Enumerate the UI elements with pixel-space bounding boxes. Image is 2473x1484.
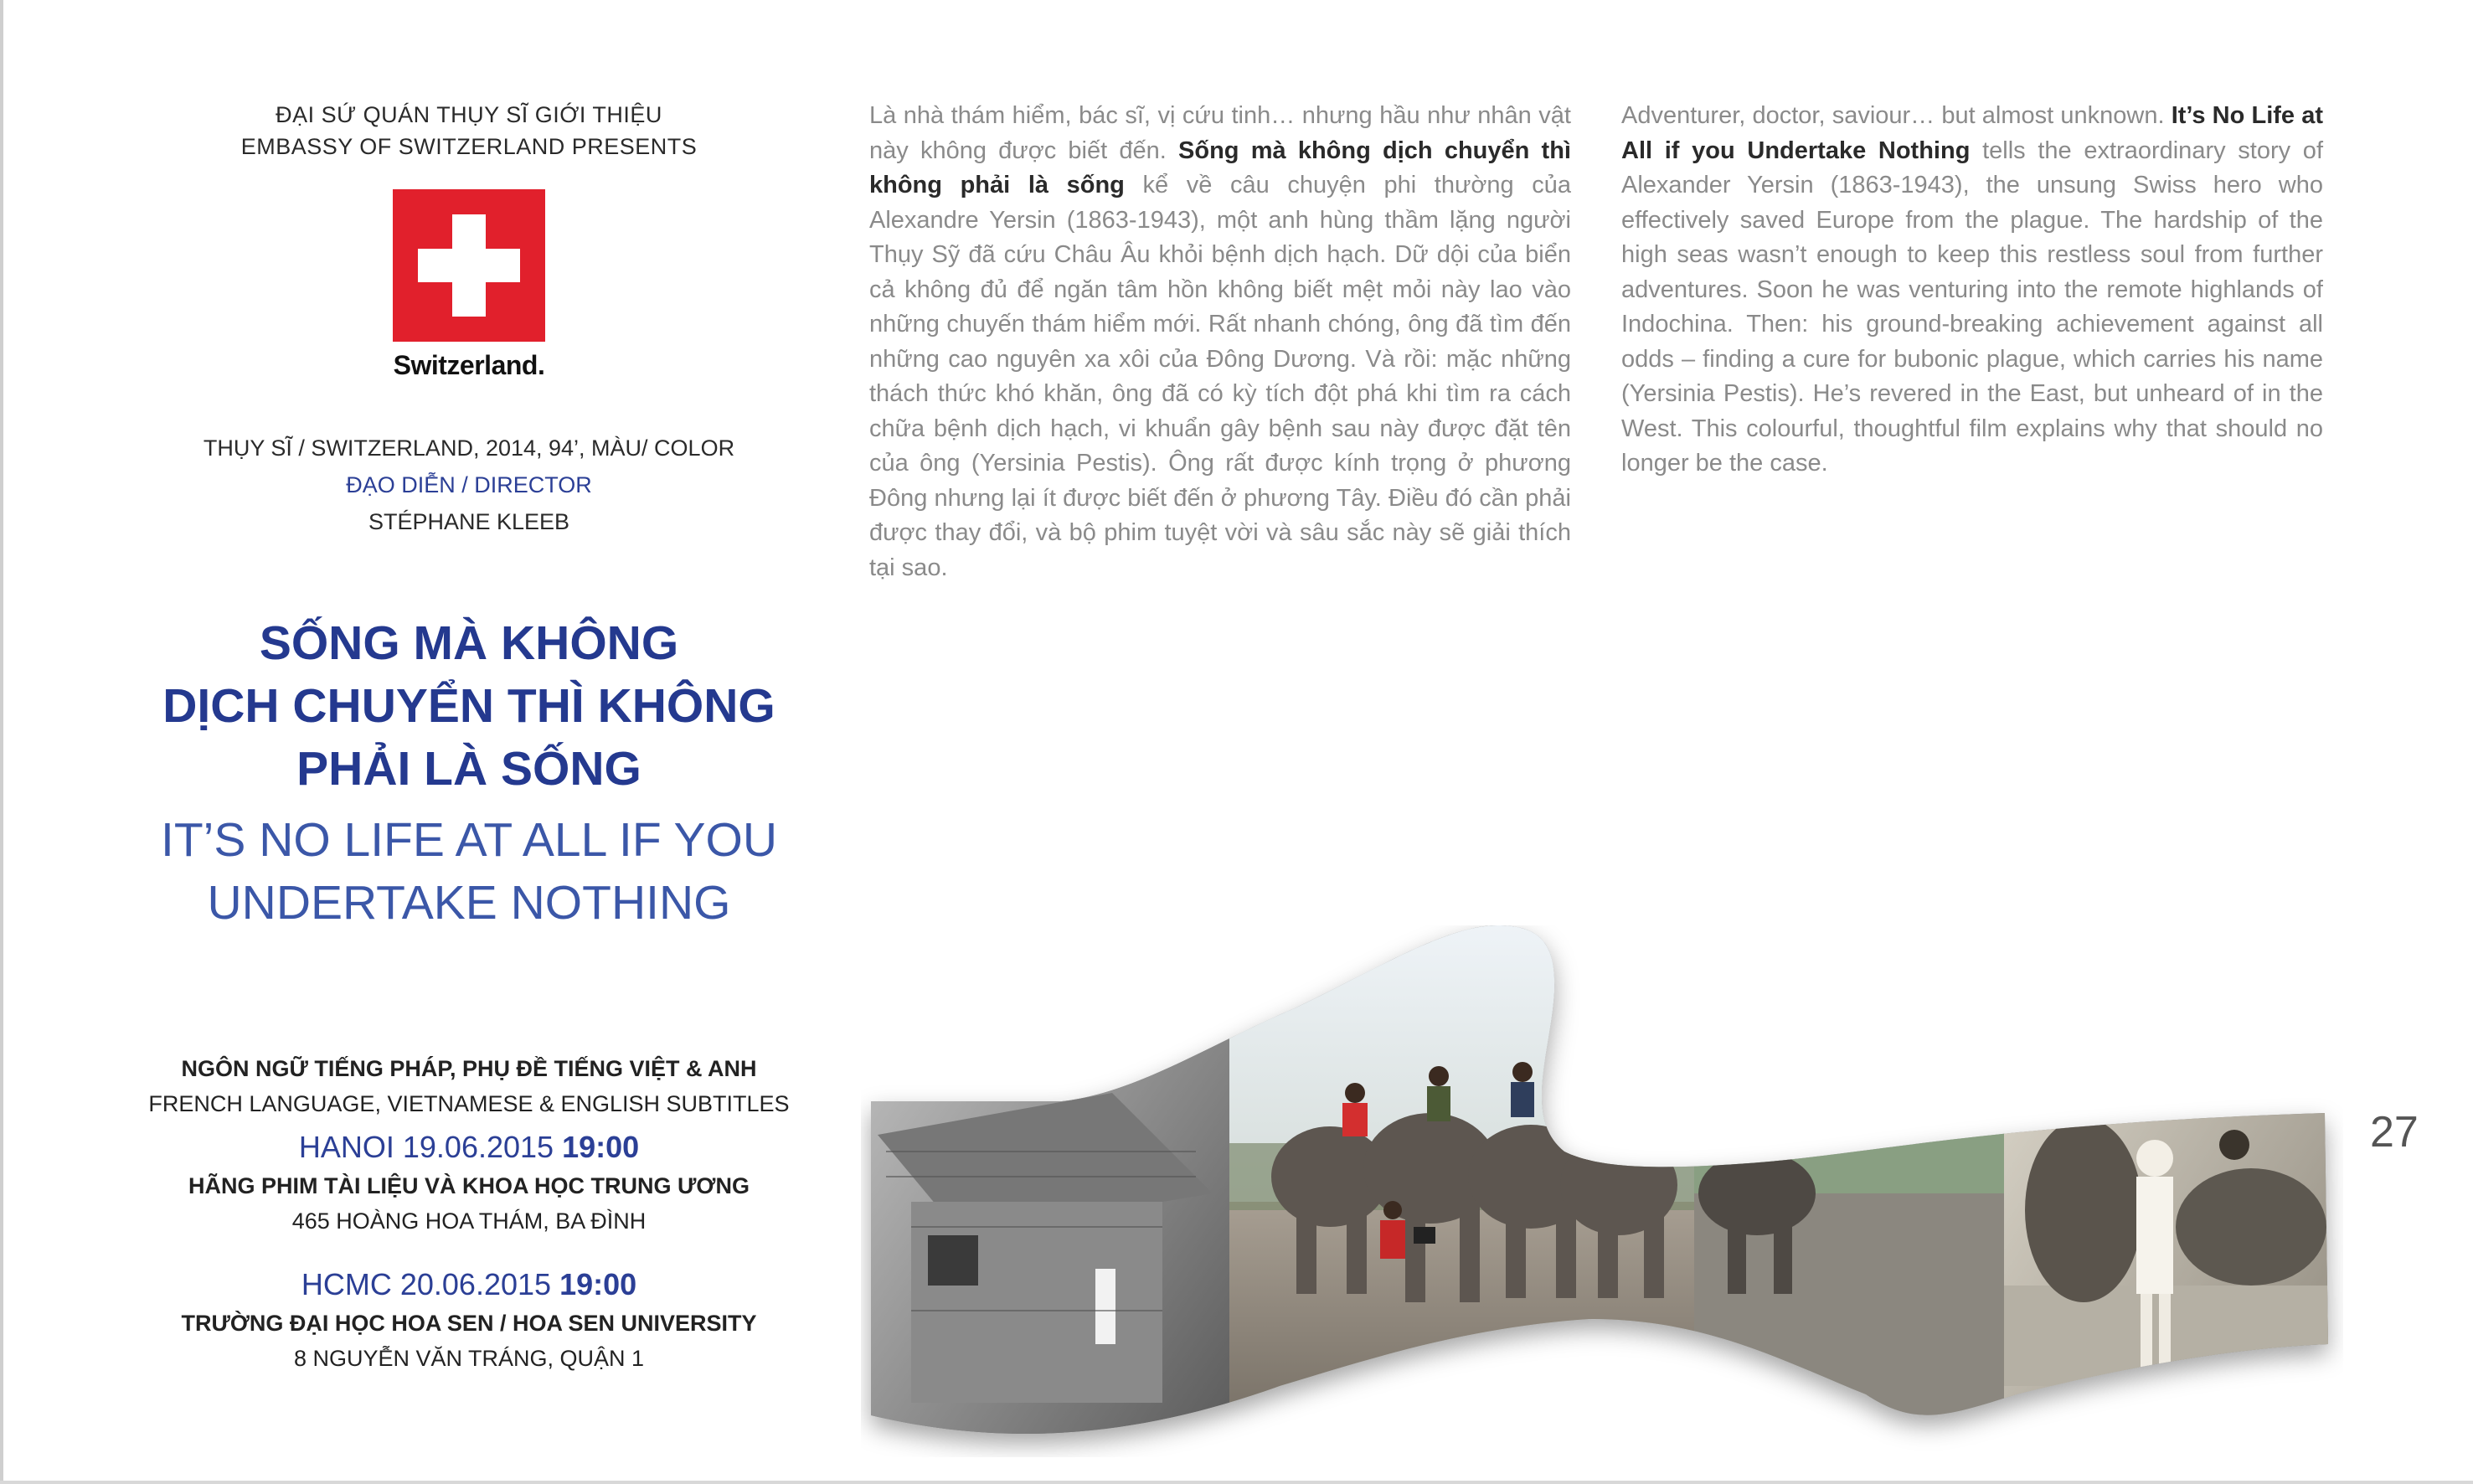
synopsis-text: tells the extraordinary story of Alexander Yersin (1863-1943), the unsung Swiss hero who effectively saved Europe from the plague. The hardship of the high seas wasn’t enough to keep this restless soul from further adventures. Soon he was venturing into the remote highlands of Indochina. Then: his ground-breaking achievement against all odds – finding a cure for bubonic plague, which carries his name (Yersinia Pestis). He’s revered in the East, but unheard of in the West. This colourful, thoughtful film explains why that should no longer be the case. xyxy=(1621,137,2323,477)
page-edge-bottom xyxy=(0,1481,2473,1484)
title-en-line: IT’S NO LIFE AT ALL IF YOU xyxy=(161,813,777,867)
venue-hcmc: TRƯỜNG ĐẠI HỌC HOA SEN / HOA SEN UNIVERSITY xyxy=(181,1311,757,1336)
screening-info xyxy=(126,1051,812,1376)
screening-time: 19:00 xyxy=(559,1267,637,1301)
address-hcmc: 8 NGUYỄN VĂN TRÁNG, QUẬN 1 xyxy=(293,1346,645,1371)
page-edge-left xyxy=(0,0,3,1484)
synopsis-text: kể về câu chuyện phi thường của Alexandre Yersin (1863-1943), một anh hùng thầm lặng người Thụy Sỹ đã cứu Châu Âu khỏi bệnh dịch hạch. Dữ dội của biển cả không đủ để ngăn tâm hồn không biết mệt mỏi này lao vào những chuyến thám hiểm mới. Rất nhanh chóng, ông đã tìm đến những cao nguyên xa xôi của Đông Dương. Và rồi: mặc những thách thức khó khăn, ông đã có kỳ tích đột phá khi tìm ra cách chữa bệnh dịch hạch, vi khuẩn gây bệnh sau này được đặt tên của ông (Yersinia Pestis). Ông rất được kính trọng ở phương Đông nhưng lại ít được biết đến ở phương Tây. Điều đó cần phải được thay đổi, và bộ phim tuyệt vời và sâu sắc này sẽ giải thích tại sao. xyxy=(869,172,1571,581)
title-vi-line: DỊCH CHUYỂN THÌ KHÔNG xyxy=(162,679,775,733)
venue-hanoi: HÃNG PHIM TÀI LIỆU VÀ KHOA HỌC TRUNG ƯƠNG xyxy=(188,1173,750,1198)
synopsis-film-title: It’s No Life at All if you Undertake Nothing xyxy=(1621,102,2323,164)
page-number: 27 xyxy=(2370,1108,2419,1157)
switzerland-logo xyxy=(389,189,549,381)
director-label: ĐẠO DIỄN / DIRECTOR xyxy=(346,472,592,497)
synopsis-vi xyxy=(869,99,1571,585)
title-vi-line: PHẢI LÀ SỐNG xyxy=(296,742,641,796)
language-vi: NGÔN NGỮ TIẾNG PHÁP, PHỤ ĐỀ TIẾNG VIỆT & ANH xyxy=(181,1056,757,1081)
film-info-column xyxy=(126,99,812,935)
screening-date: 20.06.2015 xyxy=(399,1267,552,1301)
screening-time: 19:00 xyxy=(562,1130,640,1164)
presenter-en: EMBASSY OF SWITZERLAND PRESENTS xyxy=(240,134,698,159)
title-vi-line: SỐNG MÀ KHÔNG xyxy=(259,616,679,670)
city-name: HANOI xyxy=(298,1130,394,1164)
screening-date: 19.06.2015 xyxy=(402,1130,554,1164)
swiss-flag-icon xyxy=(393,189,545,342)
film-info-line: THỤY SĨ / SWITZERLAND, 2014, 94’, MÀU/ COLOR xyxy=(203,435,735,461)
screening-hanoi-datetime xyxy=(126,1126,812,1168)
city-name: HCMC xyxy=(301,1267,392,1301)
presenter-vi: ĐẠI SỨ QUÁN THỤY SĨ GIỚI THIỆU xyxy=(276,102,662,127)
screening-hcmc-datetime xyxy=(126,1264,812,1306)
synopsis-film-title: Sống mà không dịch chuyển thì không phải là sống xyxy=(869,137,1571,198)
synopsis-en xyxy=(1621,99,2323,482)
title-en-line: UNDERTAKE NOTHING xyxy=(207,876,731,930)
synopsis-text: Adventurer, doctor, saviour… but almost unknown. xyxy=(1621,102,2172,129)
synopsis-text: Là nhà thám hiểm, bác sĩ, vị cứu tinh… nhưng hầu như nhân vật này không được biết đến. xyxy=(869,102,1571,164)
language-en: FRENCH LANGUAGE, VIETNAMESE & ENGLISH SUBTITLES xyxy=(148,1091,790,1116)
film-strip-photo-collage xyxy=(861,925,2343,1457)
logo-wordmark: Switzerland. xyxy=(393,350,545,380)
address-hanoi: 465 HOÀNG HOA THÁM, BA ĐÌNH xyxy=(291,1208,647,1234)
presenter-block xyxy=(126,99,812,162)
film-title-en xyxy=(126,809,812,935)
film-meta xyxy=(126,430,812,540)
film-title-vi xyxy=(126,612,812,801)
director-name: STÉPHANE KLEEB xyxy=(368,509,570,534)
